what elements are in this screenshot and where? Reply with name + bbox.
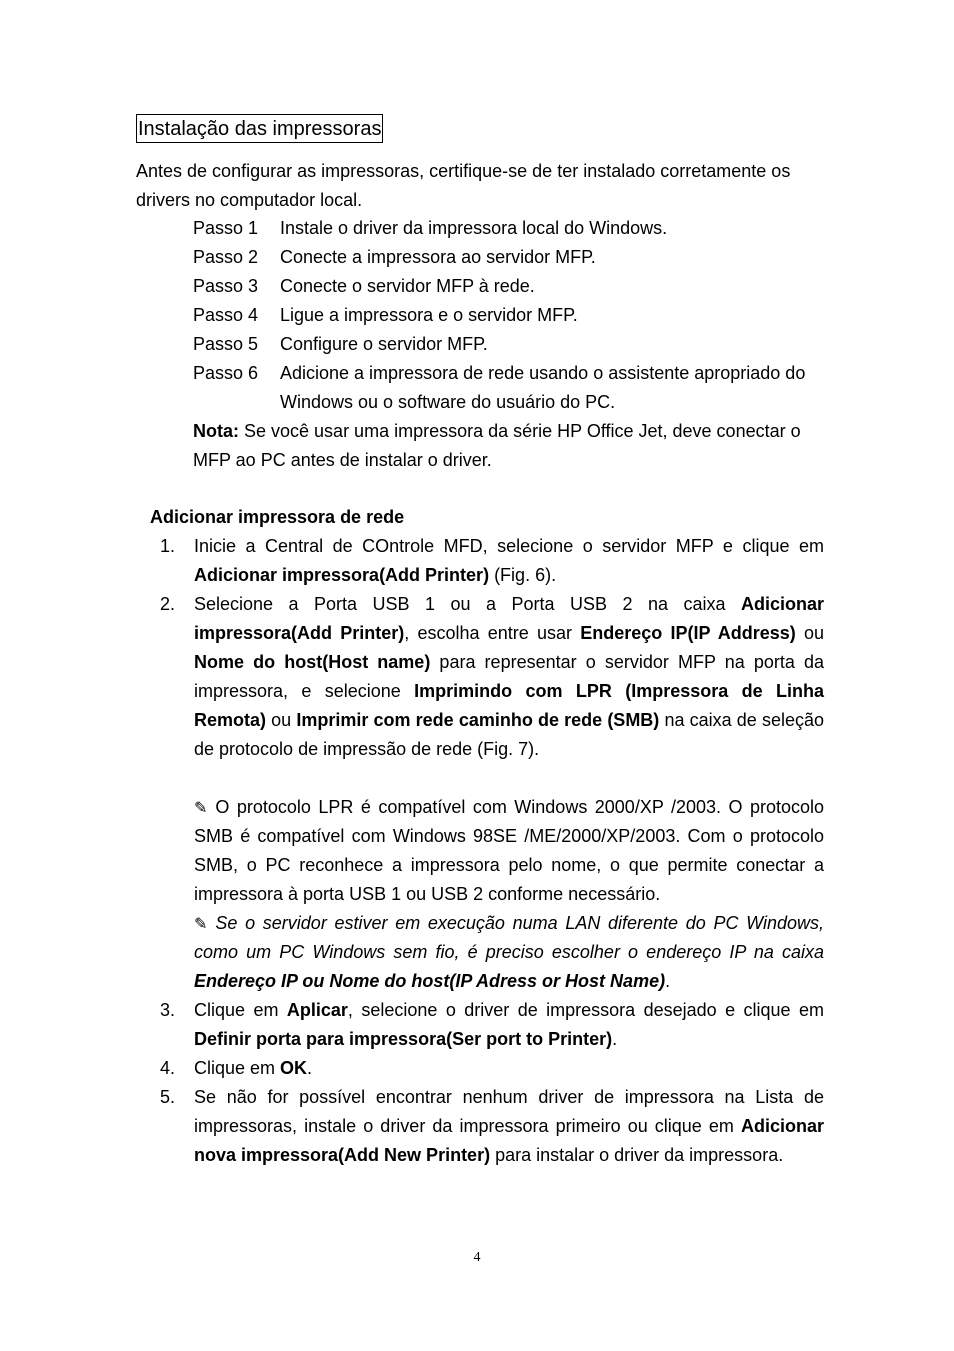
list-item: [160, 532, 824, 590]
text-run: Clique em: [194, 1058, 281, 1078]
text-run: .: [612, 1029, 618, 1049]
bold-run: Imprimir com rede caminho de rede (SMB): [296, 710, 660, 730]
bold-run: Imprimindo com LPR (Impressora de Linha Remota): [194, 681, 825, 730]
list-item-text: [194, 532, 824, 590]
list-number: 5.: [160, 1087, 176, 1107]
text-run: , escolha entre usar: [404, 623, 581, 643]
list-number: 3.: [160, 1000, 176, 1020]
bold-run: Adicionar impressora(Add Printer): [194, 594, 824, 643]
text-run: para instalar o driver da impressora.: [490, 1145, 784, 1165]
text-run: , selecione o driver de impressora desejado e clique em: [347, 1000, 824, 1020]
text-run: Selecione a Porta USB 1 ou a Porta USB 2 na caixa: [194, 594, 741, 614]
step-label: Passo 1: [193, 218, 259, 238]
section-title: Instalação das impressoras: [136, 114, 383, 143]
list-item-text: [194, 996, 824, 1054]
bold-run: OK: [280, 1058, 308, 1078]
text-run: (Fig. 6).: [489, 565, 557, 585]
bold-run: Aplicar: [286, 1000, 348, 1020]
text-run: Clique em: [194, 1000, 287, 1020]
bold-run: Nome do host(Host name): [194, 652, 431, 672]
text-run: ou: [795, 623, 824, 643]
indent: [160, 793, 194, 909]
step-text: Ligue a impressora e o servidor MFP.: [280, 305, 578, 325]
list-item: [160, 1054, 824, 1083]
pencil-icon: ✎: [194, 798, 208, 817]
list-number: 2.: [160, 594, 176, 614]
note-item: [160, 909, 824, 996]
bold-run: Endereço IP ou Nome do host(IP Adress or Host Name): [194, 971, 666, 991]
list-number: 1.: [160, 536, 176, 556]
step-item: [193, 330, 823, 359]
page-number: 4: [473, 1250, 481, 1265]
spacer: [160, 764, 824, 793]
step-label: Passo 4: [193, 305, 259, 325]
list-number: 4.: [160, 1058, 176, 1078]
note-lpr-smb: [194, 793, 824, 909]
bold-run: Definir porta para impressora(Ser port to Printer): [194, 1029, 613, 1049]
text-run: para representar o servidor MFP na porta da impressora, e selecione: [194, 652, 824, 701]
note-lan: [194, 909, 824, 996]
numbered-list: [160, 532, 824, 1170]
list-item-text: [194, 1083, 824, 1170]
step-text: Adicione a impressora de rede usando o assistente apropriado do Windows ou o software do usuário do PC.: [280, 363, 806, 412]
pencil-icon: ✎: [194, 914, 208, 933]
indent: [160, 909, 194, 996]
nota-paragraph: [193, 417, 823, 475]
bold-run: Endereço IP(IP Address): [580, 623, 796, 643]
step-item: [193, 359, 823, 417]
text-run: na caixa de seleção de protocolo de impressão de rede (Fig. 7).: [194, 710, 825, 759]
step-label: Passo 6: [193, 363, 259, 383]
note-text: Se o servidor estiver em execução numa LAN diferente do PC Windows, como um PC Windows sem fio, é preciso escolher o endereço IP na caixa: [194, 913, 824, 962]
text-run: ou: [266, 710, 297, 730]
step-text: Instale o driver da impressora local do Windows.: [280, 218, 668, 238]
step-label: Passo 5: [193, 334, 259, 354]
list-item: [160, 590, 824, 764]
bold-run: Adicionar impressora(Add Printer): [194, 565, 490, 585]
subheading: Adicionar impressora de rede: [150, 507, 405, 527]
step-label: Passo 2: [193, 247, 259, 267]
list-item-text: [194, 1054, 824, 1083]
bold-run: Adicionar nova impressora(Add New Printer): [194, 1116, 824, 1165]
text-run: .: [665, 971, 671, 991]
text-run: .: [307, 1058, 313, 1078]
text-run: Se não for possível encontrar nenhum driver de impressora na Lista de impressoras, instale o driver da impressora primeiro ou clique em: [194, 1087, 824, 1136]
list-item: [160, 996, 824, 1054]
step-item: [193, 214, 823, 243]
text-run: Inicie a Central de COntrole MFD, selecione o servidor MFP e clique em: [194, 536, 824, 556]
note-item: [160, 793, 824, 909]
step-text: Conecte a impressora ao servidor MFP.: [280, 247, 596, 267]
note-text: O protocolo LPR é compatível com Windows 2000/XP /2003. O protocolo SMB é compatível com Windows 98SE /ME/2000/XP/2003. Com o protocolo SMB, o PC reconhece a impressora pelo nome, o que permite conectar a impressora à porta USB 1 ou USB 2 conforme necessário.: [194, 797, 824, 904]
list-item: [160, 1083, 824, 1170]
nota-label: Nota:: [193, 421, 239, 441]
steps-list: [193, 214, 823, 417]
nota-text: Se você usar uma impressora da série HP Office Jet, deve conectar o MFP ao PC antes de instalar o driver.: [193, 421, 801, 470]
list-item-text: [194, 590, 824, 764]
step-item: [193, 243, 823, 272]
step-text: Conecte o servidor MFP à rede.: [280, 276, 535, 296]
step-label: Passo 3: [193, 276, 259, 296]
step-item: [193, 301, 823, 330]
intro-paragraph: Antes de configurar as impressoras, certifique-se de ter instalado corretamente os drivers no computador local.: [136, 161, 791, 210]
step-text: Configure o servidor MFP.: [280, 334, 488, 354]
step-item: [193, 272, 823, 301]
